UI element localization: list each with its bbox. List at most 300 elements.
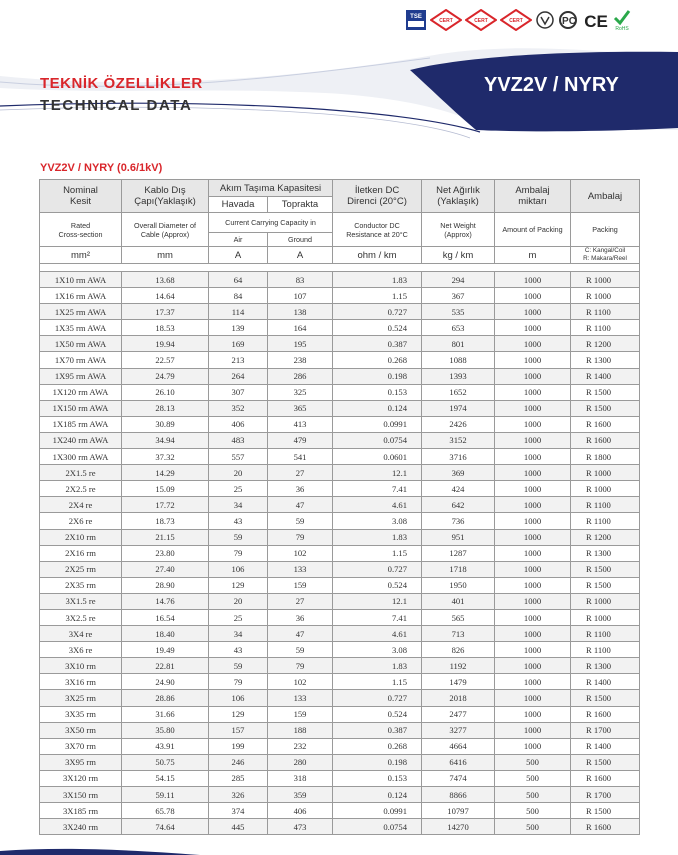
cell-resistance: 0.727 — [333, 304, 422, 320]
cell-current-air: 34 — [209, 626, 268, 642]
table-row — [40, 642, 640, 658]
cell-diameter: 18.40 — [122, 626, 209, 642]
header-net-agirlik: Net Ağırlık (Yaklaşık) — [422, 180, 495, 213]
cell-cross-section: 1X50 rm AWA — [40, 336, 122, 352]
header-havada: Havada — [209, 197, 268, 213]
cell-cross-section: 2X6 re — [40, 513, 122, 529]
table-row — [40, 416, 640, 432]
cell-packing: R 1300 — [571, 545, 640, 561]
cell-diameter: 74.64 — [122, 819, 209, 835]
header-overall-diameter: Overall Diameter of Cable (Approx) — [122, 213, 209, 247]
cell-packing-amount: 1000 — [495, 706, 571, 722]
cell-current-ground: 47 — [268, 497, 333, 513]
cell-packing-amount: 500 — [495, 819, 571, 835]
cell-diameter: 16.54 — [122, 609, 209, 625]
cell-weight: 736 — [422, 513, 495, 529]
table-row — [40, 352, 640, 368]
cell-packing-amount: 1000 — [495, 561, 571, 577]
cell-diameter: 17.72 — [122, 497, 209, 513]
table-row — [40, 706, 640, 722]
cell-weight: 826 — [422, 642, 495, 658]
cell-current-air: 445 — [209, 819, 268, 835]
cell-current-air: 79 — [209, 674, 268, 690]
cell-weight: 367 — [422, 288, 495, 304]
cell-diameter: 19.94 — [122, 336, 209, 352]
cell-diameter: 22.81 — [122, 658, 209, 674]
cell-cross-section: 1X150 rm AWA — [40, 400, 122, 416]
cell-packing: R 1100 — [571, 642, 640, 658]
cell-diameter: 65.78 — [122, 803, 209, 819]
cell-cross-section: 1X70 rm AWA — [40, 352, 122, 368]
cell-cross-section: 3X10 rm — [40, 658, 122, 674]
cell-cross-section: 3X150 rm — [40, 787, 122, 803]
cell-current-air: 352 — [209, 400, 268, 416]
cell-packing-amount: 1000 — [495, 722, 571, 738]
cell-current-ground: 473 — [268, 819, 333, 835]
cell-packing-amount: 1000 — [495, 432, 571, 448]
cell-diameter: 28.90 — [122, 577, 209, 593]
cell-resistance: 4.61 — [333, 497, 422, 513]
cell-current-ground: 195 — [268, 336, 333, 352]
table-row — [40, 593, 640, 609]
table-row — [40, 545, 640, 561]
header-nominal-kesit: Nominal Kesit — [40, 180, 122, 213]
unit-a-air: A — [209, 247, 268, 264]
cell-packing: R 1500 — [571, 384, 640, 400]
cell-resistance: 1.15 — [333, 545, 422, 561]
cell-cross-section: 1X185 rm AWA — [40, 416, 122, 432]
cell-diameter: 26.10 — [122, 384, 209, 400]
table-row — [40, 529, 640, 545]
cell-current-ground: 102 — [268, 674, 333, 690]
header-akim-tasima: Akım Taşıma Kapasitesi — [209, 180, 333, 197]
cell-cross-section: 3X240 rm — [40, 819, 122, 835]
unit-a-ground: A — [268, 247, 333, 264]
cell-resistance: 0.0601 — [333, 449, 422, 465]
unit-ohm-km: ohm / km — [333, 247, 422, 264]
cell-packing: R 1500 — [571, 803, 640, 819]
table-row — [40, 754, 640, 770]
header-kablo-dis-capi: Kablo Dış Çapı(Yaklaşık) — [122, 180, 209, 213]
cell-packing: R 1100 — [571, 497, 640, 513]
table-row — [40, 626, 640, 642]
cell-current-ground: 406 — [268, 803, 333, 819]
header-conductor-dc: Conductor DC Resistance at 20°C — [333, 213, 422, 247]
cell-current-ground: 318 — [268, 770, 333, 786]
cell-packing-amount: 1000 — [495, 416, 571, 432]
cell-diameter: 30.89 — [122, 416, 209, 432]
unit-mm2: mm² — [40, 247, 122, 264]
cell-packing-amount: 1000 — [495, 642, 571, 658]
cell-current-air: 79 — [209, 545, 268, 561]
cell-resistance: 1.15 — [333, 674, 422, 690]
cell-weight: 653 — [422, 320, 495, 336]
cell-weight: 565 — [422, 609, 495, 625]
cell-current-ground: 164 — [268, 320, 333, 336]
cell-packing: R 1800 — [571, 449, 640, 465]
cell-weight: 3716 — [422, 449, 495, 465]
cell-cross-section: 2X1.5 re — [40, 465, 122, 481]
cell-current-ground: 36 — [268, 481, 333, 497]
cell-packing-amount: 1000 — [495, 272, 571, 288]
header-ambalaj: Ambalaj — [571, 180, 640, 213]
header-toprakta: Toprakta — [268, 197, 333, 213]
cell-cross-section: 3X1.5 re — [40, 593, 122, 609]
cell-weight: 1652 — [422, 384, 495, 400]
cell-current-air: 20 — [209, 465, 268, 481]
cell-packing: R 1300 — [571, 352, 640, 368]
cell-packing-amount: 1000 — [495, 593, 571, 609]
table-row — [40, 288, 640, 304]
cell-packing-amount: 1000 — [495, 288, 571, 304]
ce-mark-icon — [583, 10, 609, 30]
cell-resistance: 0.0991 — [333, 803, 422, 819]
table-row — [40, 368, 640, 384]
cell-current-ground: 232 — [268, 738, 333, 754]
cell-current-ground: 188 — [268, 722, 333, 738]
tse-logo-text: TSE — [410, 14, 422, 20]
cell-current-air: 84 — [209, 288, 268, 304]
cell-current-air: 406 — [209, 416, 268, 432]
cell-current-air: 307 — [209, 384, 268, 400]
pc-mark-icon — [558, 10, 580, 30]
cell-resistance: 0.727 — [333, 690, 422, 706]
cell-weight: 951 — [422, 529, 495, 545]
cell-resistance: 7.41 — [333, 609, 422, 625]
cell-packing: R 1500 — [571, 577, 640, 593]
cert-diamond-icon — [465, 9, 497, 31]
header-current-carrying: Current Carrying Capacity in — [209, 213, 333, 233]
cell-current-ground: 238 — [268, 352, 333, 368]
cell-current-air: 129 — [209, 577, 268, 593]
cell-packing: R 1000 — [571, 288, 640, 304]
tse-logo-icon — [405, 9, 427, 31]
cell-current-air: 106 — [209, 561, 268, 577]
cell-current-ground: 133 — [268, 690, 333, 706]
cell-packing: R 1500 — [571, 561, 640, 577]
cell-cross-section: 1X16 rm AWA — [40, 288, 122, 304]
cell-weight: 8866 — [422, 787, 495, 803]
cell-packing: R 1600 — [571, 432, 640, 448]
cell-cross-section: 1X10 rm AWA — [40, 272, 122, 288]
cell-current-air: 25 — [209, 609, 268, 625]
cell-current-air: 557 — [209, 449, 268, 465]
header-net-weight: Net Weight (Approx) — [422, 213, 495, 247]
cell-current-air: 43 — [209, 513, 268, 529]
cell-cross-section: 2X4 re — [40, 497, 122, 513]
cell-cross-section: 3X25 rm — [40, 690, 122, 706]
table-row — [40, 690, 640, 706]
cell-packing: R 1500 — [571, 400, 640, 416]
cell-resistance: 0.0754 — [333, 432, 422, 448]
cell-diameter: 28.13 — [122, 400, 209, 416]
cert-diamond-icon — [500, 9, 532, 31]
certification-logos — [405, 7, 632, 33]
cell-resistance: 1.83 — [333, 658, 422, 674]
cell-current-ground: 280 — [268, 754, 333, 770]
cell-packing-amount: 1000 — [495, 497, 571, 513]
cell-packing: R 1200 — [571, 529, 640, 545]
cell-packing: R 1000 — [571, 593, 640, 609]
cell-weight: 1088 — [422, 352, 495, 368]
cell-cross-section: 3X2.5 re — [40, 609, 122, 625]
cell-cross-section: 2X2.5 re — [40, 481, 122, 497]
cell-packing: R 1100 — [571, 513, 640, 529]
cell-weight: 14270 — [422, 819, 495, 835]
cell-diameter: 14.29 — [122, 465, 209, 481]
cell-weight: 713 — [422, 626, 495, 642]
cell-cross-section: 3X70 rm — [40, 738, 122, 754]
cell-weight: 294 — [422, 272, 495, 288]
pc-mark-text: PC — [562, 16, 576, 27]
cell-packing-amount: 1000 — [495, 336, 571, 352]
table-row — [40, 320, 640, 336]
cell-packing-amount: 1000 — [495, 481, 571, 497]
cell-current-air: 139 — [209, 320, 268, 336]
table-row — [40, 384, 640, 400]
cell-packing: R 1600 — [571, 706, 640, 722]
cell-weight: 369 — [422, 465, 495, 481]
cell-current-air: 106 — [209, 690, 268, 706]
cell-current-ground: 59 — [268, 642, 333, 658]
cell-packing-amount: 500 — [495, 770, 571, 786]
cell-resistance: 4.61 — [333, 626, 422, 642]
cell-packing: R 1400 — [571, 368, 640, 384]
cell-diameter: 43.91 — [122, 738, 209, 754]
table-row — [40, 658, 640, 674]
cell-cross-section: 2X35 rm — [40, 577, 122, 593]
cell-diameter: 18.73 — [122, 513, 209, 529]
cell-weight: 401 — [422, 593, 495, 609]
cell-resistance: 0.124 — [333, 787, 422, 803]
header-amount-of-packing: Amount of Packing — [495, 213, 571, 247]
cell-diameter: 54.15 — [122, 770, 209, 786]
cell-weight: 7474 — [422, 770, 495, 786]
cell-packing-amount: 1000 — [495, 304, 571, 320]
cell-diameter: 17.37 — [122, 304, 209, 320]
cell-packing: R 1700 — [571, 787, 640, 803]
unit-packing-legend: C: Kangal/Coil R: Makara/Reel — [571, 247, 640, 264]
cell-packing-amount: 500 — [495, 803, 571, 819]
cell-current-air: 59 — [209, 529, 268, 545]
cell-cross-section: 1X120 rm AWA — [40, 384, 122, 400]
cell-resistance: 0.268 — [333, 352, 422, 368]
header-ground: Ground — [268, 233, 333, 247]
cell-resistance: 0.387 — [333, 722, 422, 738]
cell-current-air: 169 — [209, 336, 268, 352]
table-row — [40, 336, 640, 352]
cell-current-ground: 107 — [268, 288, 333, 304]
cell-diameter: 59.11 — [122, 787, 209, 803]
table-row — [40, 432, 640, 448]
cell-packing-amount: 1000 — [495, 384, 571, 400]
cell-resistance: 0.198 — [333, 368, 422, 384]
cell-packing: R 1700 — [571, 722, 640, 738]
cell-packing-amount: 1000 — [495, 738, 571, 754]
cell-cross-section: 3X16 rm — [40, 674, 122, 690]
cell-diameter: 24.79 — [122, 368, 209, 384]
cell-weight: 1192 — [422, 658, 495, 674]
bottom-ribbon — [0, 845, 200, 855]
rohs-text: RoHS — [615, 26, 629, 31]
cell-weight: 1718 — [422, 561, 495, 577]
technical-data-table — [39, 179, 640, 835]
cell-diameter: 22.57 — [122, 352, 209, 368]
cell-cross-section: 3X120 rm — [40, 770, 122, 786]
header-air: Air — [209, 233, 268, 247]
rohs-check-icon — [612, 9, 632, 31]
header-packing: Packing — [571, 213, 640, 247]
cell-weight: 801 — [422, 336, 495, 352]
cell-weight: 535 — [422, 304, 495, 320]
table-row — [40, 819, 640, 835]
cell-packing-amount: 1000 — [495, 658, 571, 674]
cell-current-air: 129 — [209, 706, 268, 722]
table-row — [40, 577, 640, 593]
cell-packing-amount: 1000 — [495, 352, 571, 368]
cert-diamond-icon — [430, 9, 462, 31]
cell-weight: 3277 — [422, 722, 495, 738]
cell-resistance: 0.124 — [333, 400, 422, 416]
cell-cross-section: 1X240 rm AWA — [40, 432, 122, 448]
cell-resistance: 0.153 — [333, 770, 422, 786]
cell-packing: R 1400 — [571, 674, 640, 690]
cell-current-air: 374 — [209, 803, 268, 819]
cell-resistance: 0.198 — [333, 754, 422, 770]
table-row — [40, 400, 640, 416]
table-row — [40, 770, 640, 786]
table-row — [40, 513, 640, 529]
cell-packing: R 1500 — [571, 690, 640, 706]
cell-current-air: 59 — [209, 658, 268, 674]
cell-current-air: 213 — [209, 352, 268, 368]
cell-current-ground: 79 — [268, 658, 333, 674]
cell-packing: R 1600 — [571, 416, 640, 432]
header-iletken-dc: İletken DC Direnci (20°C) — [333, 180, 422, 213]
cell-diameter: 37.32 — [122, 449, 209, 465]
cell-current-air: 326 — [209, 787, 268, 803]
table-row — [40, 481, 640, 497]
cell-current-air: 264 — [209, 368, 268, 384]
cell-cross-section: 2X10 rm — [40, 529, 122, 545]
cell-weight: 1287 — [422, 545, 495, 561]
cert-diamond-label: CERT — [509, 18, 523, 24]
cell-packing: R 1200 — [571, 336, 640, 352]
header-rated-cross-section: Rated Cross-section — [40, 213, 122, 247]
table-row — [40, 722, 640, 738]
cell-packing-amount: 1000 — [495, 449, 571, 465]
cell-packing: R 1100 — [571, 626, 640, 642]
table-row — [40, 787, 640, 803]
cert-diamond-label: CERT — [439, 18, 453, 24]
unit-m: m — [495, 247, 571, 264]
table-row — [40, 497, 640, 513]
table-row — [40, 674, 640, 690]
cell-current-ground: 286 — [268, 368, 333, 384]
cell-packing: R 1100 — [571, 304, 640, 320]
cell-resistance: 0.727 — [333, 561, 422, 577]
cell-cross-section: 3X185 rm — [40, 803, 122, 819]
cell-packing-amount: 1000 — [495, 465, 571, 481]
cell-cross-section: 1X35 rm AWA — [40, 320, 122, 336]
cell-resistance: 0.387 — [333, 336, 422, 352]
cell-current-ground: 159 — [268, 577, 333, 593]
cell-current-air: 199 — [209, 738, 268, 754]
cell-packing: R 1600 — [571, 770, 640, 786]
cell-current-ground: 365 — [268, 400, 333, 416]
cell-resistance: 0.524 — [333, 577, 422, 593]
cell-packing: R 1000 — [571, 272, 640, 288]
table-row — [40, 738, 640, 754]
cell-diameter: 18.53 — [122, 320, 209, 336]
table-subtitle: YVZ2V / NYRY (0.6/1kV) — [40, 162, 163, 174]
table-row — [40, 304, 640, 320]
cell-packing-amount: 500 — [495, 754, 571, 770]
cell-packing-amount: 1000 — [495, 609, 571, 625]
cell-diameter: 27.40 — [122, 561, 209, 577]
cell-resistance: 12.1 — [333, 593, 422, 609]
cell-cross-section: 1X25 rm AWA — [40, 304, 122, 320]
cell-resistance: 1.83 — [333, 529, 422, 545]
cell-diameter: 14.76 — [122, 593, 209, 609]
unit-kg-km: kg / km — [422, 247, 495, 264]
cell-current-ground: 413 — [268, 416, 333, 432]
cell-diameter: 14.64 — [122, 288, 209, 304]
cell-cross-section: 3X35 rm — [40, 706, 122, 722]
cell-cross-section: 3X95 rm — [40, 754, 122, 770]
cell-resistance: 0.268 — [333, 738, 422, 754]
cell-packing-amount: 1000 — [495, 513, 571, 529]
cell-resistance: 0.524 — [333, 320, 422, 336]
cell-weight: 1950 — [422, 577, 495, 593]
cell-weight: 2018 — [422, 690, 495, 706]
cell-packing: R 1000 — [571, 465, 640, 481]
cell-diameter: 23.80 — [122, 545, 209, 561]
cell-packing-amount: 500 — [495, 787, 571, 803]
cell-current-air: 157 — [209, 722, 268, 738]
cell-diameter: 34.94 — [122, 432, 209, 448]
cell-diameter: 19.49 — [122, 642, 209, 658]
cell-current-ground: 359 — [268, 787, 333, 803]
cell-current-air: 25 — [209, 481, 268, 497]
cell-packing-amount: 1000 — [495, 320, 571, 336]
cell-current-ground: 36 — [268, 609, 333, 625]
cell-current-ground: 541 — [268, 449, 333, 465]
cell-current-ground: 47 — [268, 626, 333, 642]
cell-current-ground: 27 — [268, 593, 333, 609]
cell-diameter: 21.15 — [122, 529, 209, 545]
cell-packing-amount: 1000 — [495, 690, 571, 706]
cell-weight: 424 — [422, 481, 495, 497]
page-title-en: TECHNICAL DATA — [40, 97, 193, 114]
cell-current-ground: 479 — [268, 432, 333, 448]
cell-diameter: 50.75 — [122, 754, 209, 770]
cell-cross-section: 3X4 re — [40, 626, 122, 642]
cell-weight: 3152 — [422, 432, 495, 448]
table-body — [40, 272, 640, 835]
cell-diameter: 24.90 — [122, 674, 209, 690]
header-ambalaj-miktari: Ambalaj miktarı — [495, 180, 571, 213]
cell-current-air: 483 — [209, 432, 268, 448]
cell-resistance: 0.0754 — [333, 819, 422, 835]
cell-current-air: 246 — [209, 754, 268, 770]
table-row — [40, 449, 640, 465]
cell-cross-section: 3X50 rm — [40, 722, 122, 738]
table-row — [40, 561, 640, 577]
cell-current-air: 34 — [209, 497, 268, 513]
cell-resistance: 0.0991 — [333, 416, 422, 432]
cell-resistance: 1.15 — [333, 288, 422, 304]
